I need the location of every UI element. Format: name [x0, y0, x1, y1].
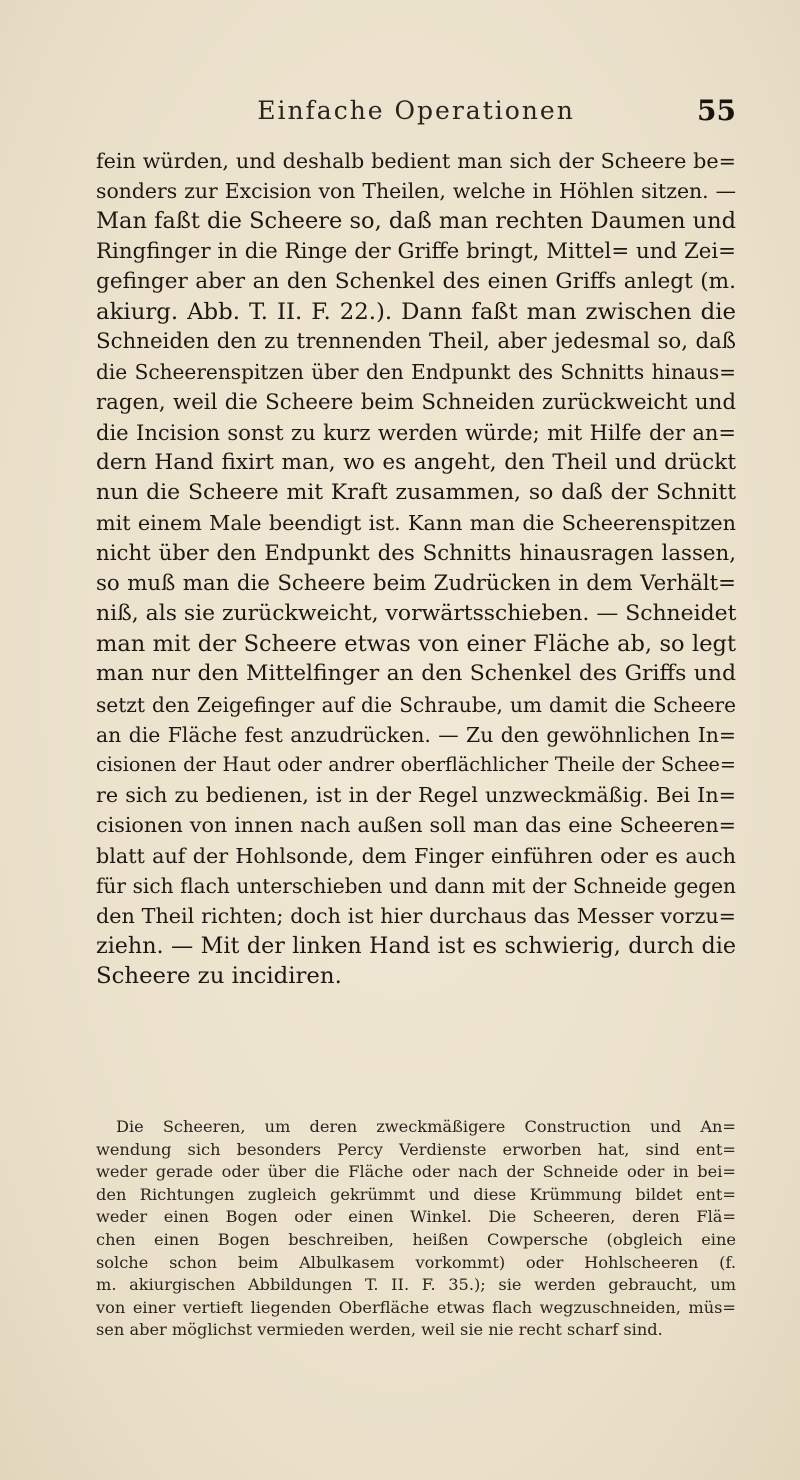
running-title: Einfache Operationen [257, 96, 575, 125]
text-line: re sich zu bedienen, ist in der Regel unzweckmäßig. Bei In= [96, 783, 736, 808]
text-line: an die Fläche fest anzudrücken. — Zu den gewöhnlichen In= [96, 722, 736, 747]
footnote-line: sen aber möglichst vermieden werden, weil sie nie recht scharf sind. [96, 1320, 663, 1340]
text-line: nicht über den Endpunkt des Schnitts hinausragen lassen, [96, 540, 736, 566]
text-line: cisionen der Haut oder andrer oberflächlicher Theile der Schee= [96, 753, 736, 777]
text-line: nun die Scheere mit Kraft zusammen, so daß der Schnitt [96, 480, 736, 506]
text-line: man nur den Mittelfinger an den Schenkel des Griffs und [96, 661, 736, 687]
text-line: akiurg. Abb. T. II. F. 22.). Dann faßt man zwischen die [96, 299, 736, 326]
footnote-line: chen einen Bogen beschreiben, heißen Cowpersche (obgleich eine [96, 1229, 736, 1249]
text-line: niß, als sie zurückweicht, vorwärtsschieben. — Schneidet [96, 601, 737, 627]
text-line: so muß man die Scheere beim Zudrücken in dem Verhält= [96, 570, 736, 596]
page-header [96, 96, 736, 136]
text-line: gefinger aber an den Schenkel des einen Griffs anlegt (m. [96, 268, 736, 294]
main-text [96, 146, 736, 992]
text-line: die Scheerenspitzen über den Endpunkt des Schnitts hinaus= [96, 360, 736, 385]
text-line: sonders zur Excision von Theilen, welche in Höhlen sitzen. — [96, 179, 736, 204]
footnote-line: von einer vertieft liegenden Oberfläche etwas flach wegzuschneiden, müs= [96, 1297, 736, 1317]
text-line: fein würden, und deshalb bedient man sich der Scheere be= [96, 149, 736, 173]
text-line: Schneiden den zu trennenden Theil, aber jedesmal so, daß [96, 329, 736, 355]
text-line: ragen, weil die Scheere beim Schneiden zurückweicht und [96, 389, 736, 415]
text-line: dern Hand fixirt man, wo es angeht, den Theil und drückt [96, 450, 736, 476]
text-line: blatt auf der Hohlsonde, dem Finger einführen oder es auch [96, 843, 736, 868]
text-line: den Theil richten; doch ist hier durchaus das Messer vorzu= [96, 904, 736, 929]
footnote-line: Die Scheeren, um deren zweckmäßigere Construction und An= [116, 1117, 736, 1136]
text-line: die Incision sonst zu kurz werden würde; mit Hilfe der an= [96, 420, 736, 445]
footnote-line: den Richtungen zugleich gekrümmt und diese Krümmung bildet ent= [96, 1184, 736, 1204]
footnote-line: m. akiurgischen Abbildungen T. II. F. 35.); sie werden gebraucht, um [96, 1275, 736, 1295]
footnote-line: wendung sich besonders Percy Verdienste erworben hat, sind ent= [96, 1139, 736, 1159]
text-line: Ringfinger in die Ringe der Griffe bringt, Mittel= und Zei= [96, 238, 736, 264]
text-line: mit einem Male beendigt ist. Kann man die Scheerenspitzen [96, 511, 736, 536]
footnote [96, 1116, 736, 1342]
text-line: Scheere zu incidiren. [96, 963, 342, 990]
footnote-line: weder einen Bogen oder einen Winkel. Die Scheeren, deren Flä= [96, 1207, 736, 1227]
text-line: ziehn. — Mit der linken Hand ist es schwierig, durch die [96, 933, 736, 960]
text-line: cisionen von innen nach außen soll man das eine Scheeren= [96, 813, 736, 838]
text-line: für sich flach unterschieben und dann mit der Schneide gegen [96, 873, 736, 898]
text-line: setzt den Zeigefinger auf die Schraube, um damit die Scheere [96, 692, 736, 717]
text-line: man mit der Scheere etwas von einer Fläche ab, so legt [96, 631, 736, 658]
page-number: 55 [697, 94, 736, 127]
footnote-line: solche schon beim Albulkasem vorkommt) oder Hohlscheeren (f. [96, 1252, 736, 1272]
footnote-line: weder gerade oder über die Fläche oder nach der Schneide oder in bei= [96, 1162, 736, 1182]
text-line: Man faßt die Scheere so, daß man rechten Daumen und [96, 208, 737, 235]
